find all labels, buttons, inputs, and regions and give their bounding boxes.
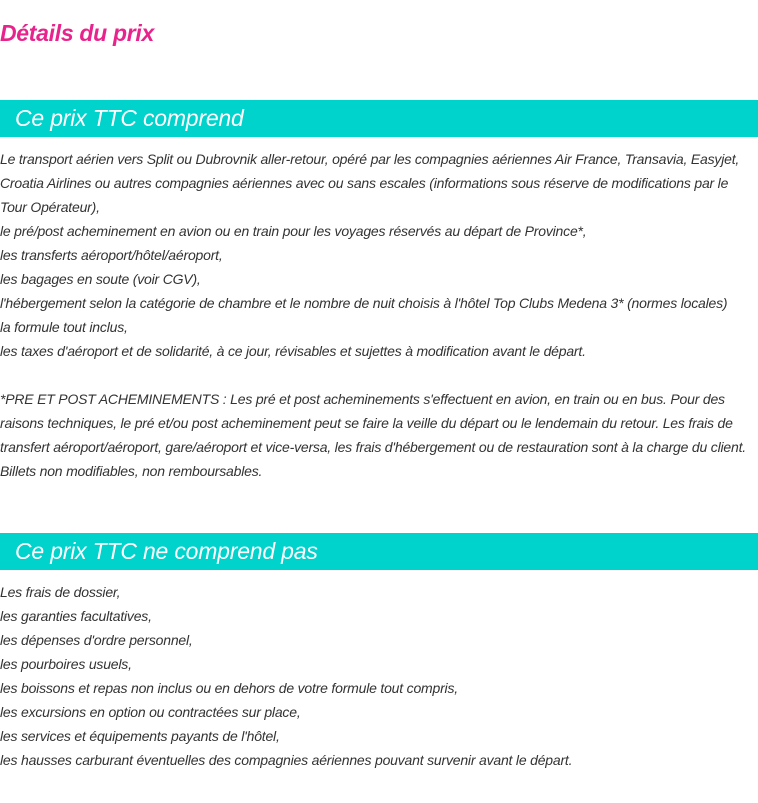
list-item: les dépenses d'ordre personnel,: [0, 632, 193, 648]
page-title: Détails du prix: [0, 20, 154, 46]
list-item: les pourboires usuels,: [0, 656, 132, 672]
excluded-section-header: [0, 533, 758, 570]
list-item: les transferts aéroport/hôtel/aéroport,: [0, 247, 223, 263]
list-item: les services et équipements payants de l'hôtel,: [0, 728, 280, 744]
list-item: Les frais de dossier,: [0, 584, 121, 600]
list-item: les taxes d'aéroport et de solidarité, à ce jour, révisables et sujettes à modification avant le départ.: [0, 343, 586, 359]
included-section-title: Ce prix TTC comprend: [15, 105, 244, 131]
list-item: l'hébergement selon la catégorie de chambre et le nombre de nuit choisis à l'hôtel Top Clubs Medena 3* (normes locales): [0, 295, 728, 311]
included-section-header: [0, 100, 758, 137]
list-item: les excursions en option ou contractées sur place,: [0, 704, 301, 720]
list-item: les hausses carburant éventuelles des compagnies aériennes pouvant survenir avant le départ.: [0, 752, 573, 768]
note-text: *PRE ET POST ACHEMINEMENTS : Les pré et post acheminements s'effectuent en avion, en train ou en bus. Pour des raisons techniques, le pré et/ou post acheminement peut se faire la veille du départ ou le lendemain du retour. Les frais de transfert aéroport/aéroport, gare/aéroport et vice-versa, les frais d'hébergement ou de restauration sont à la charge du client. Billets non modifiables, non remboursables.: [0, 391, 746, 479]
list-item: les boissons et repas non inclus ou en dehors de votre formule tout compris,: [0, 680, 458, 696]
list-item: les bagages en soute (voir CGV),: [0, 271, 201, 287]
list-item: le pré/post acheminement en avion ou en train pour les voyages réservés au départ de Province*,: [0, 223, 587, 239]
acheminement-note: [0, 387, 758, 483]
list-item: Le transport aérien vers Split ou Dubrovnik aller-retour, opéré par les compagnies aériennes Air France, Transavia, Easyjet, Croatia Airlines ou autres compagnies aériennes avec ou sans escales (informations sous réserve de modifications par le Tour Opérateur),: [0, 151, 740, 215]
list-item: la formule tout inclus,: [0, 319, 128, 335]
list-item: les garanties facultatives,: [0, 608, 152, 624]
excluded-section-title: Ce prix TTC ne comprend pas: [15, 538, 318, 564]
excluded-list: [0, 580, 758, 772]
included-list: [0, 147, 758, 363]
